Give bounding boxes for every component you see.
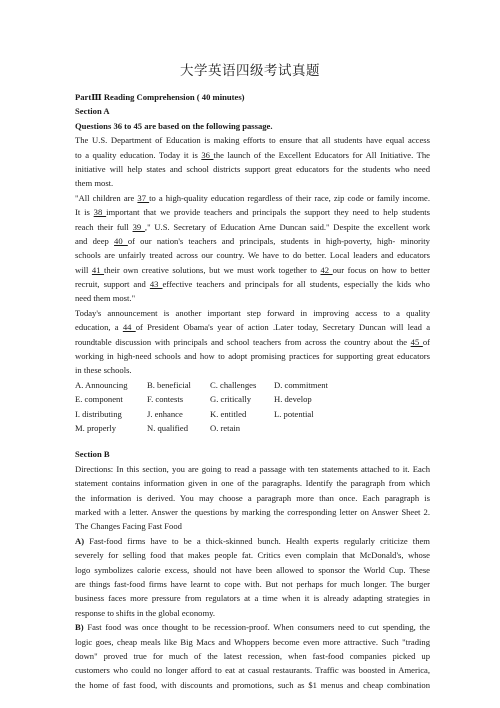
passage-text: of our nation's teachers and principals, students in high-poverty, high- minority [127,235,430,246]
word-option: N. qualified [147,423,189,434]
passage-text: working in high-need schools and how to adopt promising practices for supporting great educators [75,351,430,362]
blank-number: 39 [132,221,145,232]
passage-text: effective teachers and principals for all students, especially the kids who [162,279,430,290]
passage-text: statement contains information given in one of the paragraphs. Identify the paragraph from which [75,478,430,489]
passage-text: It is [75,207,94,218]
passage-text: schools are unfairly treated across our country. We have to do better. Local leaders and educators [75,250,430,261]
passage-b-line [75,620,430,634]
word-option: K. entitled [210,408,247,419]
section-b-heading: Section B [75,449,110,460]
passage-text: of President Obama's year of action .Later today, Secretary Duncan will lead a [135,322,431,333]
passage-a-line [75,263,430,277]
paragraph-letter: B) [75,622,84,633]
blank-number: 42 [320,264,333,275]
passage-a-line [75,191,430,205]
passage-text: marked with a letter. Answer the questions by marking the corresponding letter on Answer Sheet 2. [75,507,430,517]
word-option: O. retain [210,423,241,434]
passage-a-line [75,291,430,305]
passage-a-line [75,133,430,147]
passage-text: education, a [75,322,123,333]
part-heading: PartⅢ Reading Comprehension ( 40 minutes) [75,92,245,102]
passage-text: of [422,336,430,347]
passage-a-line [75,363,430,377]
blank-number: 40 [114,235,128,246]
passage-a-line [75,320,430,334]
passage-text: down" proved true for much of the latest recession, when fast-food companies picked up [75,650,430,661]
word-bank [75,378,430,436]
word-option: B. beneficial [147,379,191,390]
word-option: J. enhance [147,408,183,419]
passage-text: in these schools. [75,365,132,376]
passage-a-line [75,306,430,320]
blank-number: 45 [410,336,423,347]
passage-b-line [75,491,430,505]
passage-b-line [75,519,430,533]
word-bank-row [75,407,354,421]
passage-b-line [75,548,430,562]
questions-intro: Questions 36 to 45 are based on the following passage. [75,120,273,131]
blank-number: 36 [201,149,214,160]
passage-a-line [75,277,430,291]
passage-b-line [75,591,430,605]
word-option: E. component [75,394,123,405]
passage-text: The Changes Facing Fast Food [75,521,182,532]
passage-text: logic goes, cheap meals like Big Macs and Whoppers become even more attractive. Such "trading [75,636,430,647]
passage-b-line [75,577,430,591]
passage-a-line [75,148,430,162]
passage-text: severely for selling food that makes people fat. Critics even complain that McDonald's, whose [75,550,430,561]
blank-number: 37 [137,192,150,203]
passage-text: will [75,264,92,275]
word-option: G. critically [210,394,252,405]
word-option: D. commitment [274,379,328,390]
passage-b-line [75,635,430,649]
passage-text: "All children are [75,192,138,203]
passage-text: Fast food was once thought to be recession-proof. When consumers need to cut spending, the [83,622,430,633]
passage-b-line [75,678,430,692]
passage-text: Fast-food firms have to be a thick-skinned bunch. Health experts regularly criticize them [84,535,430,546]
word-bank-row [75,392,354,406]
passage-text: Today's announcement is another important step forward in improving access to a quality [75,307,430,318]
passage-text: to a quality education. Today it is [75,149,202,160]
word-option: C. challenges [210,379,257,390]
passage-b-line [75,534,430,548]
paragraph-letter: A) [75,535,85,546]
word-option: M. properly [75,423,117,434]
section-a-heading: Section A [75,106,110,117]
passage-text: their own creative solutions, but we must work together to [104,264,321,275]
passage-b-line [75,476,430,490]
passage-b-line [75,563,430,577]
passage-b [75,462,430,692]
passage-a-line [75,335,430,349]
passage-text: The U.S. Department of Education is making efforts to ensure that all students have equal access [75,135,430,146]
passage-text: are things fast-food firms have learnt to cope with. But not perhaps for much longer. The burger [75,578,430,589]
word-bank-row [75,378,354,392]
passage-text: roundtable discussion with principals and school teachers from across the country about the [75,336,411,347]
passage-text: Directions: In this section, you are going to read a passage with ten statements attached to it. Each [75,463,430,474]
exam-body [75,90,430,692]
passage-text: business faces more pressure from regulators at a time when it is already adapting strategies in [75,593,430,604]
word-bank-row [75,421,274,435]
passage-a-line [75,220,430,234]
word-option: L. potential [274,408,314,419]
passage-text: them most. [75,178,114,189]
blank-number: 44 [122,322,136,333]
passage-a-line [75,234,430,248]
passage-a-line [75,162,430,176]
passage-b-line [75,606,430,620]
blank-number: 43 [149,279,163,290]
passage-text: ," U.S. Secretary of Education Arne Duncan said." Despite the excellent work [144,221,430,232]
passage-text: recruit, support and [75,279,150,290]
passage-b-line [75,462,430,476]
passage-text: and deep [75,235,115,246]
passage-text: our focus on how to better [332,264,430,275]
passage-text: customers who could no longer afford to eat at casual restaurants. Traffic was boosted in America, [75,665,430,676]
word-option: I. distributing [75,408,122,419]
passage-text: the information is derived. You may choose a paragraph more than once. Each paragraph is [75,492,430,503]
passage-text: to a high-quality education regardless of their race, zip code or family income. [149,192,430,203]
passage-a [75,133,430,378]
blank-number: 38 [93,207,107,218]
passage-b-line [75,505,430,519]
passage-text: the home of fast food, with discounts and promotions, such as $1 menus and cheap combination [75,679,430,690]
passage-text: need them most." [75,293,136,304]
passage-text: important that we provide teachers and principals the support they need to help students [106,207,430,218]
passage-a-line [75,176,430,190]
passage-b-line [75,663,430,677]
word-option: F. contests [147,394,184,405]
word-option: H. develop [274,394,312,405]
passage-a-line [75,248,430,262]
exam-title: 大学英语四级考试真题 [180,63,320,79]
blank-number: 41 [91,264,105,275]
passage-a-line [75,205,430,219]
passage-b-line [75,649,430,663]
passage-text: logo symbolizes calorie excess, should not have been allowed to sponsor the World Cup. These [75,564,430,575]
passage-text: response to shifts in the global economy. [75,607,216,618]
passage-a-line [75,349,430,363]
passage-text: initiative will help states and school districts support great educators for the students who need [75,163,430,174]
passage-text: the launch of the Excellent Educators for All Initiative. The [213,149,430,160]
passage-text: reach their full [75,221,133,232]
word-option: A. Announcing [75,379,128,390]
